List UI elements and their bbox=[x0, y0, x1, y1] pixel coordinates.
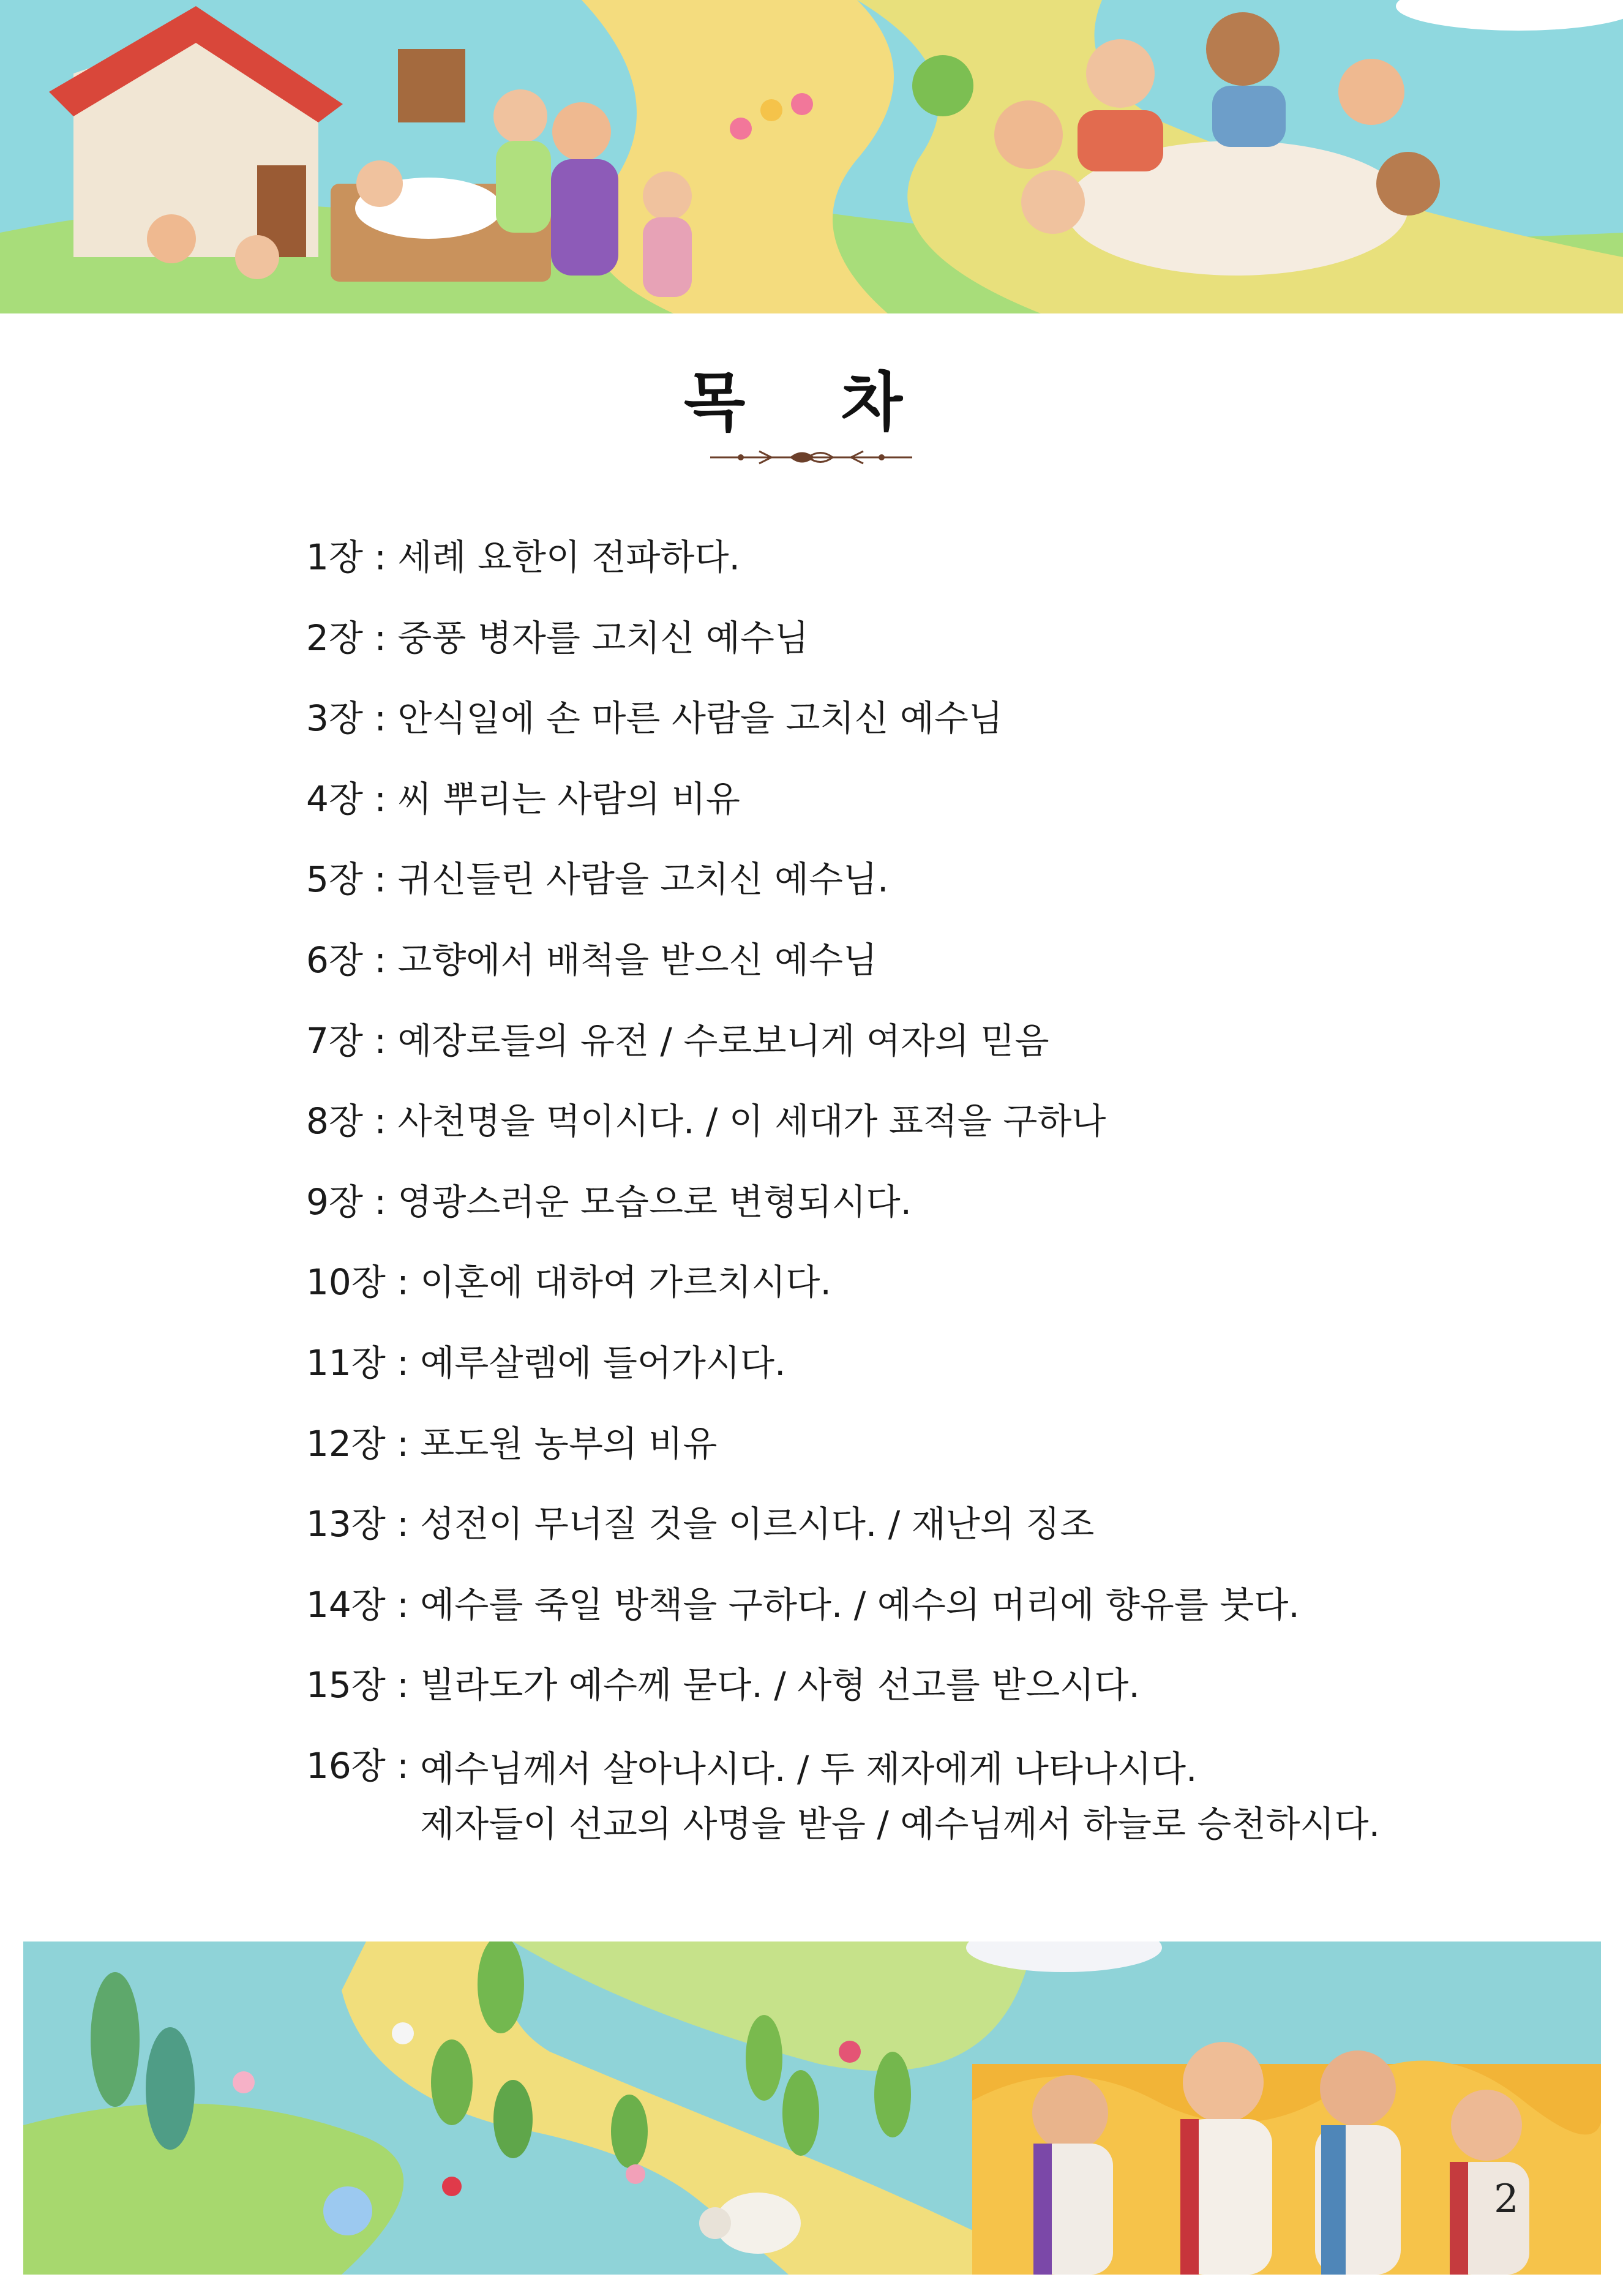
chapter-title: 귀신들린 사람을 고치신 예수님. bbox=[397, 858, 889, 901]
toc-item-16 bbox=[306, 1741, 1531, 1851]
bottom-illustration-banner bbox=[23, 1941, 1601, 2275]
chapter-number: 7장 bbox=[306, 1019, 363, 1062]
separator: : bbox=[362, 617, 398, 659]
chapter-title: 이혼에 대하여 가르치시다. bbox=[420, 1261, 831, 1304]
chapter-title: 영광스러운 모습으로 변형되시다. bbox=[397, 1180, 912, 1223]
table-of-contents bbox=[306, 533, 1531, 1851]
title-ornament-divider bbox=[704, 442, 918, 473]
page-title: 목 차 bbox=[683, 365, 940, 440]
chapter-number: 8장 bbox=[306, 1100, 363, 1142]
toc-item-14 bbox=[306, 1580, 1531, 1661]
toc-item-2 bbox=[306, 613, 1531, 694]
separator: : bbox=[362, 536, 398, 578]
chapter-title: 예수님께서 살아나시다. / 두 제자에게 나타나시다. bbox=[420, 1747, 1198, 1790]
top-illustration-banner bbox=[0, 0, 1623, 313]
separator: : bbox=[385, 1583, 421, 1626]
top-banner-illustration bbox=[0, 0, 1623, 313]
separator: : bbox=[362, 858, 398, 901]
chapter-number: 5장 bbox=[306, 858, 363, 901]
chapter-number: 2장 bbox=[306, 617, 363, 659]
chapter-number: 3장 bbox=[306, 697, 363, 740]
chapter-number: 14장 bbox=[306, 1583, 386, 1626]
chapter-title-continued: 제자들이 선교의 사명을 받음 / 예수님께서 하늘로 승천하시다. bbox=[420, 1803, 1381, 1845]
separator: : bbox=[385, 1744, 421, 1787]
toc-item-15 bbox=[306, 1660, 1531, 1741]
separator: : bbox=[385, 1422, 421, 1465]
separator: : bbox=[362, 697, 398, 740]
chapter-number: 16장 bbox=[306, 1744, 386, 1787]
toc-item-3 bbox=[306, 694, 1531, 775]
chapter-number: 13장 bbox=[306, 1503, 386, 1545]
chapter-title: 포도원 농부의 비유 bbox=[420, 1422, 718, 1465]
chapter-number: 10장 bbox=[306, 1261, 386, 1304]
separator: : bbox=[362, 778, 398, 820]
chapter-number: 11장 bbox=[306, 1341, 386, 1384]
separator: : bbox=[362, 1019, 398, 1062]
toc-item-8 bbox=[306, 1097, 1531, 1177]
chapter-number: 6장 bbox=[306, 939, 363, 981]
chapter-number: 1장 bbox=[306, 536, 363, 578]
chapter-number: 4장 bbox=[306, 778, 363, 820]
chapter-title: 사천명을 먹이시다. / 이 세대가 표적을 구하나 bbox=[397, 1100, 1106, 1142]
separator: : bbox=[385, 1503, 421, 1545]
chapter-title: 예수를 죽일 방책을 구하다. / 예수의 머리에 향유를 붓다. bbox=[420, 1583, 1300, 1626]
chapter-title: 씨 뿌리는 사람의 비유 bbox=[397, 778, 740, 820]
toc-item-1 bbox=[306, 533, 1531, 613]
toc-item-12 bbox=[306, 1419, 1531, 1500]
chapter-title: 예장로들의 유전 / 수로보니게 여자의 믿음 bbox=[397, 1019, 1049, 1062]
chapter-number: 15장 bbox=[306, 1664, 386, 1706]
separator: : bbox=[385, 1341, 421, 1384]
chapter-title: 중풍 병자를 고치신 예수님 bbox=[397, 617, 809, 659]
separator: : bbox=[362, 1100, 398, 1142]
separator: : bbox=[385, 1261, 421, 1304]
chapter-title: 세례 요한이 전파하다. bbox=[397, 536, 740, 578]
separator: : bbox=[385, 1664, 421, 1706]
toc-item-6 bbox=[306, 936, 1531, 1016]
toc-item-4 bbox=[306, 775, 1531, 855]
toc-item-13 bbox=[306, 1499, 1531, 1580]
separator: : bbox=[362, 939, 398, 981]
toc-item-11 bbox=[306, 1338, 1531, 1419]
chapter-title: 안식일에 손 마른 사람을 고치신 예수님 bbox=[397, 697, 1003, 740]
chapter-number: 9장 bbox=[306, 1180, 363, 1223]
toc-item-7 bbox=[306, 1016, 1531, 1097]
toc-item-5 bbox=[306, 855, 1531, 936]
chapter-number: 12장 bbox=[306, 1422, 386, 1465]
chapter-title: 예루살렘에 들어가시다. bbox=[420, 1341, 786, 1384]
chapter-title-lines bbox=[420, 1741, 1380, 1851]
chapter-title: 고향에서 배척을 받으신 예수님 bbox=[397, 939, 878, 981]
separator: : bbox=[362, 1180, 398, 1223]
chapter-title: 성전이 무너질 것을 이르시다. / 재난의 징조 bbox=[420, 1503, 1095, 1545]
chapter-title: 빌라도가 예수께 묻다. / 사형 선고를 받으시다. bbox=[420, 1664, 1140, 1706]
page-number: 2 bbox=[1494, 2177, 1519, 2222]
toc-item-9 bbox=[306, 1177, 1531, 1258]
toc-item-10 bbox=[306, 1258, 1531, 1338]
bottom-banner-illustration bbox=[23, 1941, 1601, 2275]
